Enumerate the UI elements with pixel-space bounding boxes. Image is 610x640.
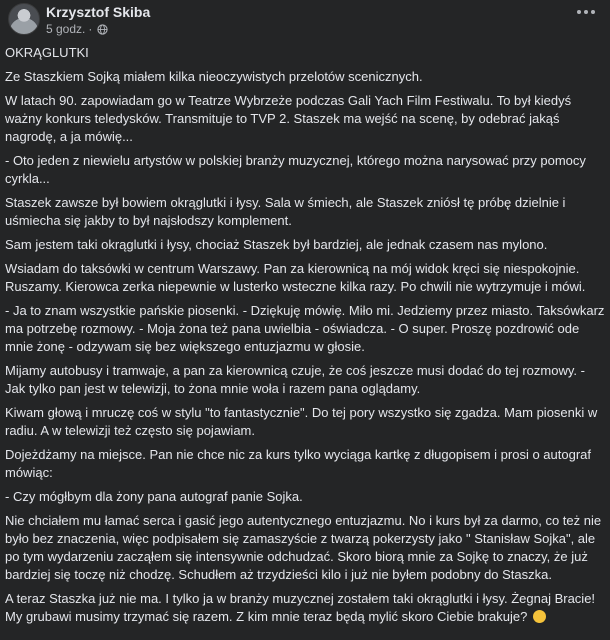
pensive-face-emoji bbox=[533, 610, 546, 623]
post-paragraph: Ze Staszkiem Sojką miałem kilka nieoczywistych przelotów scenicznych. bbox=[5, 69, 423, 84]
post-paragraph: OKRĄGLUTKI bbox=[5, 45, 89, 60]
post-time[interactable]: 5 godz. bbox=[46, 22, 86, 36]
meta-separator: · bbox=[88, 22, 93, 36]
post-paragraph: - Czy mógłbym dla żony pana autograf panie Sojka. bbox=[5, 489, 303, 504]
post-paragraph: Dojeżdżamy na miejsce. Pan nie chce nic za kurs tylko wyciąga kartkę z długopisem i prosi o autograf mówiąc: bbox=[5, 447, 591, 480]
post-paragraph: - Oto jeden z niewielu artystów w polskiej branży muzycznej, którego można narysować przy pomocy cyrkla... bbox=[5, 153, 586, 186]
post-paragraph: W latach 90. zapowiadam go w Teatrze Wybrzeże podczas Gali Yach Film Festiwalu. To był kiedyś ważny konkurs teledysków. Transmituje to TVP 2. Staszek ma wejść na scenę, by odebrać jakąś nagrodę, a ja mówię... bbox=[5, 93, 572, 144]
post-body bbox=[5, 44, 605, 632]
post-header bbox=[0, 0, 610, 40]
post-meta bbox=[46, 22, 108, 36]
post-paragraph: Nie chciałem mu łamać serca i gasić jego autentycznego entuzjazmu. No i kurs był za darmo, co też nie było bez znaczenia, więc podpisałem się zamaszyście z twarzą pokerzysty jako " Stanisław Sojka", ale po tym wydarzeniu zacząłem się intensywnie odchudzać. Skoro biorą mnie za Sojkę to znaczy, że już bardziej się toczę niż chodzę. Schudłem aż trzydzieści kilo i już nie byłem podobny do Staszka. bbox=[5, 513, 602, 582]
post-paragraph: Mijamy autobusy i tramwaje, a pan za kierownicą czuje, że coś jeszcze musi dodać do tej rozmowy. - Jak tylko pan jest w telewizji, to żona mnie woła i razem pana oglądamy. bbox=[5, 363, 585, 396]
author-name[interactable]: Krzysztof Skiba bbox=[46, 4, 151, 20]
post-paragraph: Staszek zawsze był bowiem okrąglutki i łysy. Sala w śmiech, ale Staszek zniósł tę próbę dzielnie i uśmiecha się jakby to był najsłodszy komplement. bbox=[5, 195, 566, 228]
post-paragraph: Sam jestem taki okrąglutki i łysy, chociaż Staszek był bardziej, ale jednak czasem nas mylono. bbox=[5, 237, 548, 252]
post-paragraph-last bbox=[5, 590, 605, 626]
more-options-icon[interactable] bbox=[574, 4, 598, 20]
post-paragraph: A teraz Staszka już nie ma. I tylko ja w branży muzycznej zostałem taki okrąglutki i łysy. Żegnaj Bracie! My grubawi musimy trzymać się razem. Z kim mnie teraz będą mylić skoro Ciebie brakuje? bbox=[5, 591, 596, 624]
post-paragraph: - Ja to znam wszystkie pańskie piosenki. - Dziękuję mówię. Miło mi. Jedziemy przez miasto. Taksówkarz ma potrzebę rozmowy. - Moja żona też pana uwielbia - oświadcza. - O super. Proszę pozdrowić ode mnie żonę - odzywam się bez większego entuzjazmu w głosie. bbox=[5, 303, 605, 354]
post-paragraph: Wsiadam do taksówki w centrum Warszawy. Pan za kierownicą na mój widok kręci się niespokojnie. Ruszamy. Kierowca zerka niepewnie w lusterko wsteczne kilka razy. Po chwili nie wytrzymuje i mówi. bbox=[5, 261, 586, 294]
post-paragraph: Kiwam głową i mruczę coś w stylu "to fantastycznie". Do tej pory wszystko się zgadza. Mam piosenki w radiu. A w telewizji też często się pojawiam. bbox=[5, 405, 598, 438]
author-avatar[interactable] bbox=[8, 3, 40, 35]
globe-icon[interactable] bbox=[97, 24, 108, 35]
